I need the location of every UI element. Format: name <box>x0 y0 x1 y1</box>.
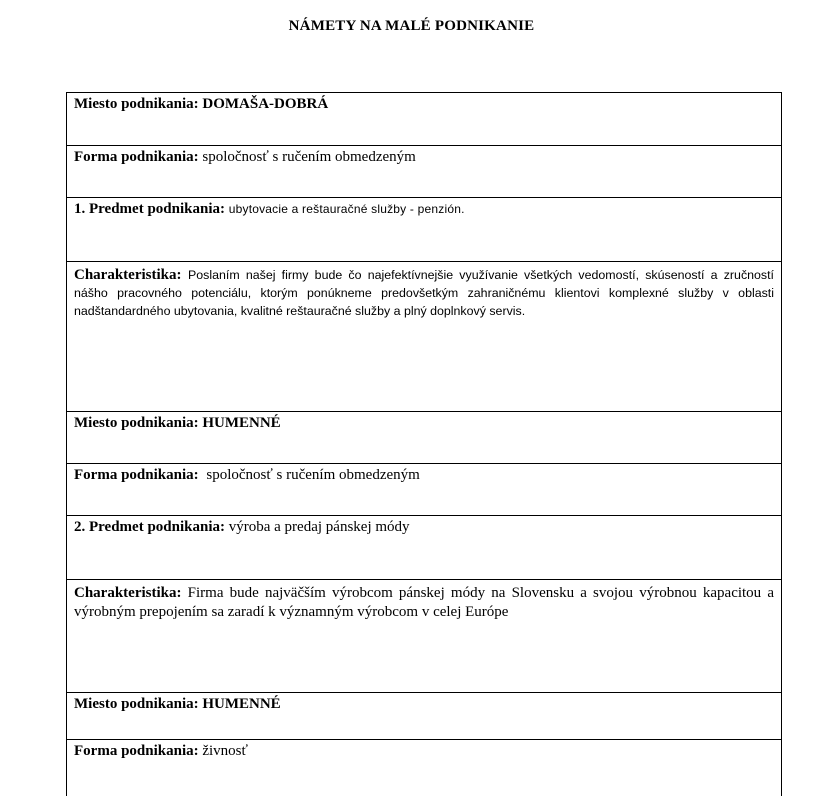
miesto-row-2 <box>67 412 781 464</box>
charakteristika-row-1 <box>67 262 781 412</box>
predmet-row-1 <box>67 198 781 262</box>
predmet-label: 2. Predmet podnikania: <box>74 519 225 535</box>
predmet-value: ubytovacie a reštauračné služby - penzión. <box>228 202 465 216</box>
page-title: NÁMETY NA MALÉ PODNIKANIE <box>288 18 535 34</box>
forma-label: Forma podnikania: <box>74 743 199 759</box>
charakteristika-label: Charakteristika: <box>74 267 182 283</box>
charakteristika-label: Charakteristika: <box>74 585 182 601</box>
predmet-label: 1. Predmet podnikania: <box>74 201 225 217</box>
miesto-row-1 <box>67 93 781 146</box>
miesto-value: DOMAŠA-DOBRÁ <box>202 96 329 112</box>
miesto-value: HUMENNÉ <box>202 696 281 712</box>
forma-label: Forma podnikania: <box>74 149 199 165</box>
miesto-value: HUMENNÉ <box>202 415 281 431</box>
forma-label: Forma podnikania: <box>74 467 199 483</box>
forma-value: živnosť <box>202 743 248 759</box>
miesto-label: Miesto podnikania: <box>74 96 199 112</box>
predmet-row-2 <box>67 516 781 580</box>
forma-row-1 <box>67 146 781 198</box>
forma-row-2 <box>67 464 781 516</box>
forma-value: spoločnosť s ručením obmedzeným <box>206 467 420 483</box>
business-ideas-table <box>66 92 782 796</box>
forma-row-3 <box>67 740 781 796</box>
miesto-row-3 <box>67 693 781 740</box>
miesto-label: Miesto podnikania: <box>74 415 199 431</box>
forma-value: spoločnosť s ručením obmedzeným <box>202 149 416 165</box>
charakteristika-value: Firma bude najväčším výrobcom pánskej módy na Slovensku a svojou výrobnou kapacitou a výrobným prepojením sa zaradí k významným výrobcom v celej Európe <box>74 585 774 620</box>
charakteristika-value: Poslaním našej firmy bude čo najefektívnejšie využívanie všetkých vedomostí, skúseností a zručností nášho pracovného potenciálu, ktorým ponúkneme predovšetkým zahraničnému klientovi komplexné služby v oblasti nadštandardného ubytovania, kvalitné reštauračné služby a plný doplnkový servis. <box>74 268 774 318</box>
predmet-value: výroba a predaj pánskej módy <box>228 519 410 535</box>
charakteristika-row-2 <box>67 580 781 693</box>
miesto-label: Miesto podnikania: <box>74 696 199 712</box>
